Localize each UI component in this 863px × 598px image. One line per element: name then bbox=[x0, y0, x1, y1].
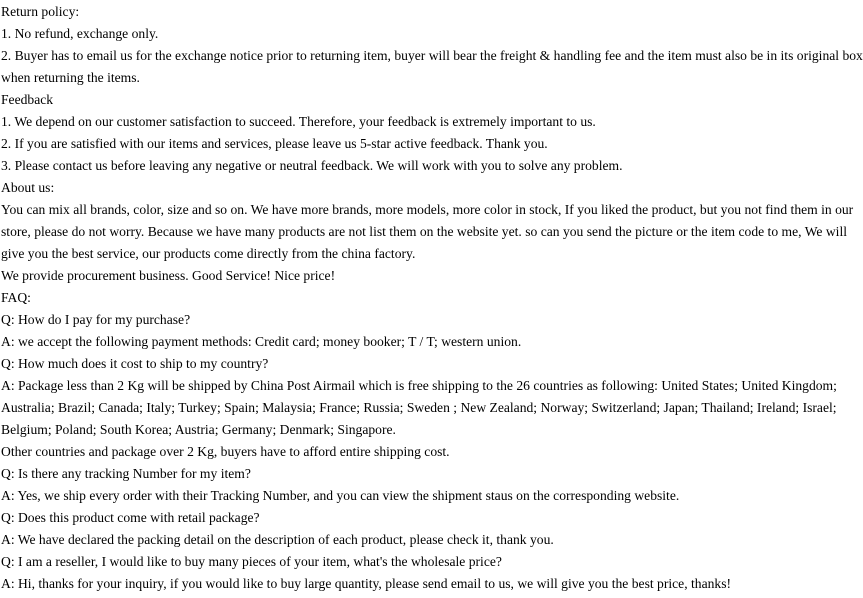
feedback-item-3: 3. Please contact us before leaving any negative or neutral feedback. We will work with you to solve any problem. bbox=[1, 158, 623, 173]
faq-question-3: Q: Is there any tracking Number for my item? bbox=[1, 466, 251, 481]
faq-answer-2-extra: Other countries and package over 2 Kg, buyers have to afford entire shipping cost. bbox=[1, 444, 450, 459]
faq-answer-5: A: Hi, thanks for your inquiry, if you would like to buy large quantity, please send email to us, we will give you the best price, thanks! bbox=[1, 576, 732, 591]
faq-question-1: Q: How do I pay for my purchase? bbox=[1, 312, 191, 327]
faq-answer-1: A: we accept the following payment methods: Credit card; money booker; T / T; western union. bbox=[1, 334, 522, 349]
feedback-heading: Feedback bbox=[1, 92, 54, 107]
faq-question-5: Q: I am a reseller, I would like to buy many pieces of your item, what's the wholesale price? bbox=[1, 554, 502, 569]
faq-answer-3: A: Yes, we ship every order with their Tracking Number, and you can view the shipment staus on the corresponding website. bbox=[1, 488, 680, 503]
return-policy-item-2: 2. Buyer has to email us for the exchange notice prior to returning item, buyer will bear the freight & handling fee and the item must also be in its original box when returning the items. bbox=[1, 48, 863, 85]
faq-question-4: Q: Does this product come with retail package? bbox=[1, 510, 260, 525]
feedback-item-2: 2. If you are satisfied with our items and services, please leave us 5-star active feedback. Thank you. bbox=[1, 136, 548, 151]
about-paragraph-2: We provide procurement business. Good Service! Nice price! bbox=[1, 268, 336, 283]
faq-question-2: Q: How much does it cost to ship to my country? bbox=[1, 356, 269, 371]
faq-answer-2: A: Package less than 2 Kg will be shipped by China Post Airmail which is free shipping to the 26 countries as following: United States; United Kingdom; Australia; Brazil; Canada; Italy; Turkey; Spain; Malaysia; France; Russia; Sweden ; New Zealand; Norway; Switzerland; Japan; Thailand; Ireland; Israel; Belgium; Poland; South Korea; Austria; Germany; Denmark; Singapore. bbox=[1, 378, 837, 437]
about-paragraph-1: You can mix all brands, color, size and so on. We have more brands, more models, more color in stock, If you liked the product, but you not find them in our store, please do not worry. Because we have many products are not list them on the website yet. so can you send the picture or the item code to me, We will give you the best service, our products come directly from the china factory. bbox=[1, 202, 854, 261]
feedback-item-1: 1. We depend on our customer satisfaction to succeed. Therefore, your feedback is extremely important to us. bbox=[1, 114, 596, 129]
about-heading: About us: bbox=[1, 180, 55, 195]
return-policy-item-1: 1. No refund, exchange only. bbox=[1, 26, 159, 41]
faq-answer-4: A: We have declared the packing detail on the description of each product, please check it, thank you. bbox=[1, 532, 554, 547]
faq-heading: FAQ: bbox=[1, 290, 31, 305]
return-policy-heading: Return policy: bbox=[1, 4, 80, 19]
